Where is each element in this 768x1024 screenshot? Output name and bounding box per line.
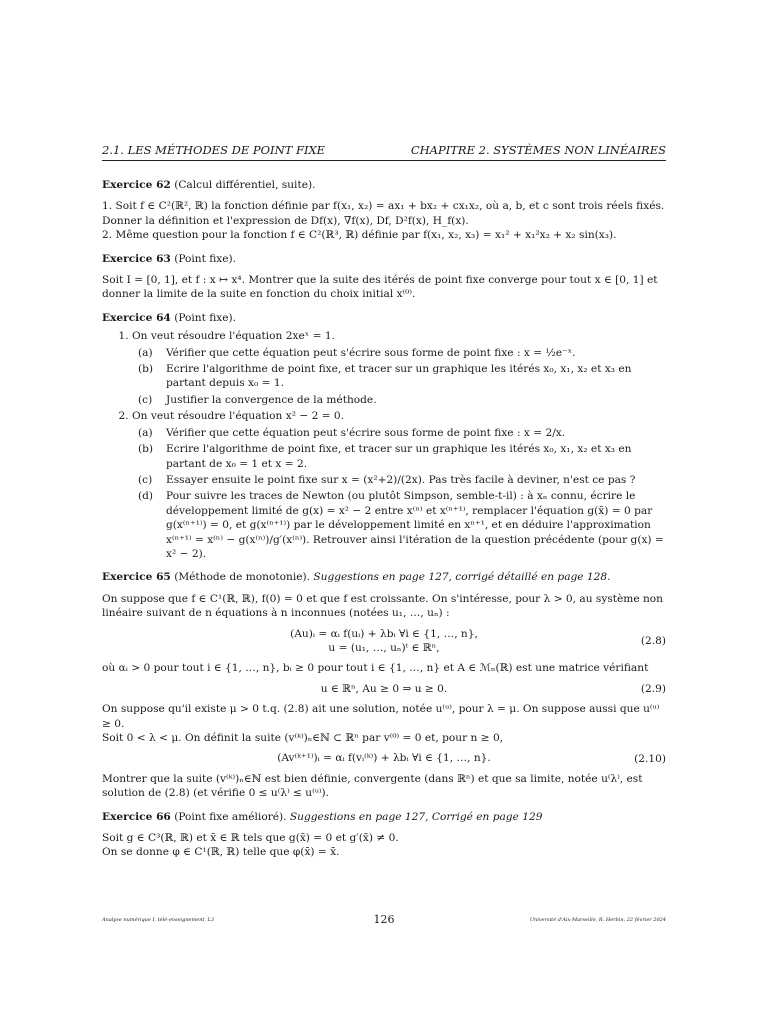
exercise-text-line: 1. Soit f ∈ C²(ℝ², ℝ) la fonction définie par f(x₁, x₂) = ax₁ + bx₂ + cx₁x₂, où a, b, et c sont trois réels fixés. [102, 200, 665, 213]
question-item [132, 329, 666, 407]
exercise-title: Exercice 63 [102, 252, 171, 265]
equation-number: (2.10) [634, 752, 666, 765]
header-rule [102, 160, 666, 161]
exercise-62 [102, 178, 666, 243]
suggestion-link[interactable]: Suggestions en page 127, corrigé détaillé en page 128. [313, 571, 611, 584]
subquestion-item [138, 346, 666, 360]
subquestion-item [138, 442, 666, 471]
exercise-subtitle: (Méthode de monotonie). [174, 571, 310, 584]
subquestion-tag: (c) [138, 393, 153, 406]
subquestion-item [138, 489, 666, 561]
subquestion-text: Essayer ensuite le point fixe sur x = (x²+2)/(2x). Pas très facile à deviner, n'est ce pas ? [166, 473, 636, 486]
exercise-text-line: Donner la définition et l'expression de Df(x), ∇f(x), Df, D²f(x), H_f(x). [102, 214, 469, 227]
suggestion-link[interactable]: Suggestions en page 127, Corrigé en page 129 [289, 810, 543, 823]
equation-2-10 [102, 751, 666, 765]
subquestion-tag: (c) [138, 473, 153, 486]
subquestion-text: Ecrire l'algorithme de point fixe, et tracer sur un graphique les itérés x₀, x₁, x₂ et x₃ en partant depuis x₀ = 1. [166, 363, 632, 390]
subquestion-list [132, 426, 666, 562]
question-text: On veut résoudre l'équation x² − 2 = 0. [132, 410, 345, 423]
footer-author-date: Université d'Aix-Marseille, R. Herbin, 22 février 2024 [529, 917, 666, 923]
header-section-title: 2.1. LES MÉTHODES DE POINT FIXE [102, 143, 326, 157]
equation-line: (Av⁽ᵏ⁺¹⁾)ᵢ = αᵢ f(vᵢ⁽ᵏ⁾) + λbᵢ ∀i ∈ {1, …, n}. [277, 752, 491, 765]
exercise-subtitle: (Calcul différentiel, suite). [174, 179, 316, 191]
page-footer [102, 913, 666, 927]
subquestion-tag: (b) [138, 443, 154, 456]
exercise-66 [102, 810, 666, 860]
exercise-title: Exercice 62 [102, 179, 171, 191]
exercise-text: où αᵢ > 0 pour tout i ∈ {1, …, n}, bᵢ ≥ 0 pour tout i ∈ {1, …, n} et A ∈ ℳₙ(ℝ) est une matrice vérifiant [102, 662, 649, 675]
exercise-title: Exercice 64 [102, 311, 171, 324]
subquestion-text: Vérifier que cette équation peut s'écrire sous forme de point fixe : x = ½e⁻ˣ. [166, 346, 576, 359]
exercise-text-line: Soit g ∈ C³(ℝ, ℝ) et x̄ ∈ ℝ tels que g(x̄) = 0 et g′(x̄) ≠ 0. [102, 832, 399, 845]
header-chapter-title: CHAPITRE 2. SYSTÈMES NON LINÉAIRES [410, 143, 666, 157]
subquestion-list [132, 346, 666, 408]
footer-course: Analyse numérique I, télé-enseignement, L3 [102, 917, 215, 923]
subquestion-item [138, 393, 666, 407]
exercise-text-line: 2. Même question pour la fonction f ∈ C²(ℝ³, ℝ) définie par f(x₁, x₂, x₃) = x₁² + x₁²x₂ + x₂ sin(x₃). [102, 229, 617, 242]
equation-line: (Au)ᵢ = αᵢ f(uᵢ) + λbᵢ ∀i ∈ {1, …, n}, [290, 627, 478, 640]
exercise-text: Montrer que la suite (v⁽ᵏ⁾)ₙ∈ℕ est bien définie, convergente (dans ℝⁿ) et que sa limite, notée u⁽λ⁾, est solution de (2.8) (et vérifie 0 ≤ u⁽λ⁾ ≤ u⁽ᵘ⁾). [102, 772, 643, 800]
exercise-subtitle: (Point fixe amélioré). [174, 810, 287, 823]
exercise-65 [102, 570, 666, 800]
exercise-text-line: On se donne φ ∈ C¹(ℝ, ℝ) telle que φ(x̄) = x̄. [102, 846, 340, 859]
exercise-text: On suppose qu'il existe μ > 0 t.q. (2.8) ait une solution, notée u⁽ᵘ⁾, pour λ = μ. On suppose aussi que u⁽ᵘ⁾ ≥ 0. [102, 703, 660, 730]
subquestion-tag: (b) [138, 363, 154, 376]
question-list [102, 329, 666, 561]
page-number: 126 [373, 913, 395, 926]
equation-2-8 [102, 627, 666, 656]
subquestion-item [138, 362, 666, 391]
exercise-title: Exercice 65 [102, 571, 171, 584]
subquestion-item [138, 426, 666, 440]
exercise-63 [102, 252, 666, 302]
exercise-title: Exercice 66 [102, 810, 171, 823]
subquestion-text: Vérifier que cette équation peut s'écrire sous forme de point fixe : x = 2/x. [166, 426, 566, 439]
equation-line: u ∈ ℝⁿ, Au ≥ 0 ⇒ u ≥ 0. [320, 682, 448, 695]
exercise-text: Soit I = [0, 1], et f : x ↦ x⁴. Montrer que la suite des itérés de point fixe converge pour tout x ∈ [0, 1] et donner la limite de la suite en fonction du choix initial x⁽⁰⁾. [102, 274, 658, 301]
question-item [132, 409, 666, 561]
exercise-64 [102, 311, 666, 562]
subquestion-text: Ecrire l'algorithme de point fixe, et tracer sur un graphique les itérés x₀, x₁, x₂ et x₃ en partant de x₀ = 1 et x = 2. [166, 443, 632, 470]
subquestion-tag: (a) [138, 346, 153, 359]
subquestion-item [138, 473, 666, 487]
equation-line: u = (u₁, …, uₙ)ᵗ ∈ ℝⁿ, [328, 641, 440, 654]
exercise-text: Soit 0 < λ < μ. On définit la suite (v⁽ᵏ⁾)ₙ∈ℕ ⊂ ℝⁿ par v⁽⁰⁾ = 0 et, pour n ≥ 0, [102, 732, 504, 744]
exercise-subtitle: (Point fixe). [174, 252, 237, 265]
exercise-text: On suppose que f ∈ C¹(ℝ, ℝ), f(0) = 0 et que f est croissante. On s'intéresse, pour λ > 0, au système non linéaire suivant de n équations à n inconnues (notées u₁, …, uₙ) : [102, 592, 664, 620]
question-text: On veut résoudre l'équation 2xeˣ = 1. [132, 330, 335, 343]
exercise-subtitle: (Point fixe). [174, 311, 237, 324]
page-body [102, 178, 666, 860]
running-header [102, 143, 666, 159]
equation-number: (2.9) [640, 682, 666, 695]
subquestion-text: Justifier la convergence de la méthode. [166, 393, 377, 406]
subquestion-tag: (d) [138, 490, 154, 503]
subquestion-text: Pour suivre les traces de Newton (ou plutôt Simpson, semble-t-il) : à xₙ connu, écrire le développement limité de g(x) = x² − 2 entre x⁽ⁿ⁾ et x⁽ⁿ⁺¹⁾, remplacer l'équation g(x̄) = 0 par g(x⁽ⁿ⁺¹⁾) = 0, et g(x⁽ⁿ⁺¹⁾) par le développement limité en xⁿ⁺¹, et en déduire l'approximation x⁽ⁿ⁺¹⁾ = x⁽ⁿ⁾ − g(x⁽ⁿ⁾)/g′(x⁽ⁿ⁾). Retrouver ainsi l'itération de la question précédente (pour g(x) = x² − 2). [166, 490, 664, 560]
equation-2-9 [102, 682, 666, 696]
equation-number: (2.8) [640, 634, 666, 647]
subquestion-tag: (a) [138, 426, 153, 439]
